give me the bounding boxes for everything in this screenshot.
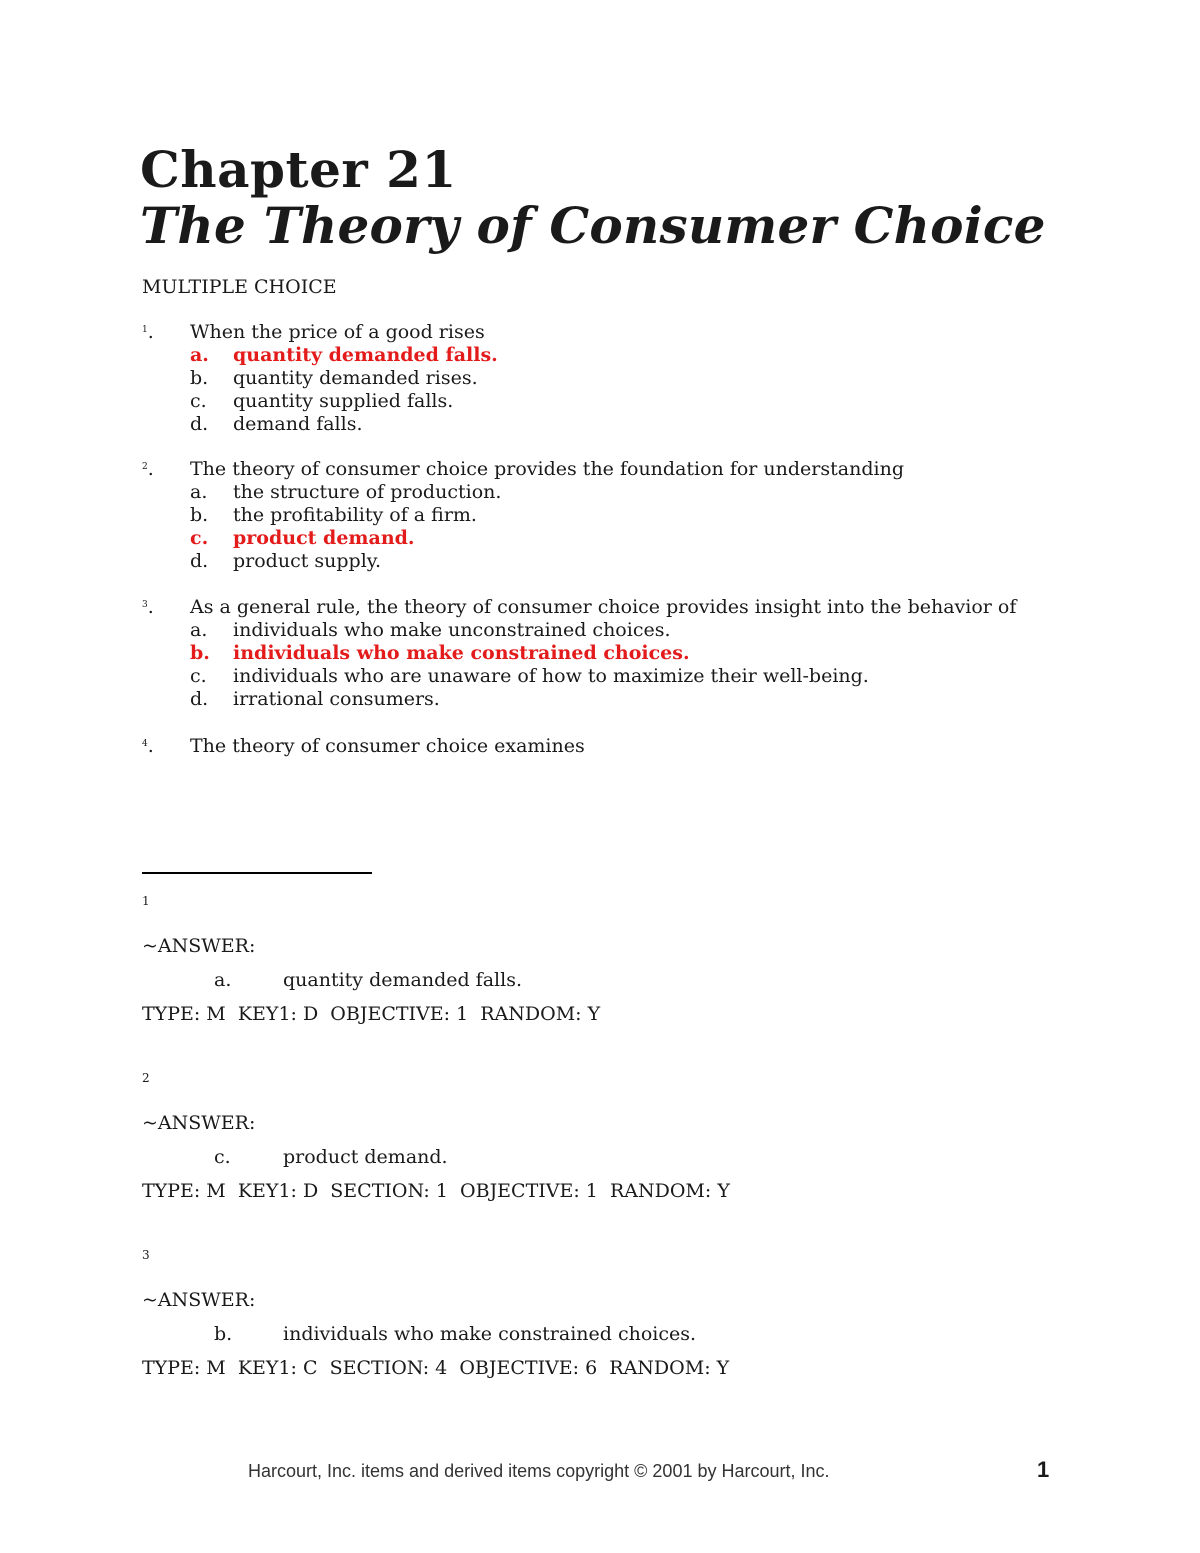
question-number: $^2$. <box>142 458 154 480</box>
option-letter: b. <box>190 504 209 526</box>
option-letter: c. <box>190 390 207 412</box>
footnote-1 <box>142 894 1142 1034</box>
option-text: quantity supplied falls. <box>233 390 454 412</box>
option-text: irrational consumers. <box>233 688 440 710</box>
footnote-ref[interactable]: 2 <box>142 462 148 472</box>
option-letter: a. <box>190 481 208 503</box>
option-text: demand falls. <box>233 413 363 435</box>
option <box>142 619 1142 642</box>
question-number: $^4$. <box>142 735 154 757</box>
question-stem-row <box>142 735 1142 758</box>
answer-label: ~ANSWER: <box>142 1112 256 1134</box>
option-letter: d. <box>190 413 209 435</box>
section-heading: MULTIPLE CHOICE <box>142 276 337 298</box>
question-stem-row <box>142 321 1142 344</box>
question-stem: When the price of a good rises <box>190 321 485 343</box>
answer-letter: c. <box>214 1146 231 1168</box>
chapter-number: Chapter 21 <box>140 140 457 199</box>
option-text: quantity demanded rises. <box>233 367 478 389</box>
option-text: quantity demanded falls. <box>233 344 498 366</box>
question-3 <box>142 596 1142 711</box>
footnote-ref[interactable]: 4 <box>142 739 148 749</box>
answer-metadata: TYPE: M KEY1: D SECTION: 1 OBJECTIVE: 1 RANDOM: Y <box>142 1180 730 1202</box>
option-correct <box>142 527 1142 550</box>
option <box>142 390 1142 413</box>
footer-copyright: Harcourt, Inc. items and derived items copyright © 2001 by Harcourt, Inc. <box>248 1461 830 1481</box>
question-2 <box>142 458 1142 573</box>
option <box>142 413 1142 436</box>
option-text: the structure of production. <box>233 481 502 503</box>
question-stem: The theory of consumer choice provides the foundation for understanding <box>190 458 904 480</box>
option-correct <box>142 642 1142 665</box>
option-text: the profitability of a firm. <box>233 504 477 526</box>
option-correct <box>142 344 1142 367</box>
answer-text: individuals who make constrained choices. <box>283 1323 697 1345</box>
option-text: individuals who make unconstrained choices. <box>233 619 671 641</box>
option <box>142 504 1142 527</box>
question-number: $^3$. <box>142 596 154 618</box>
option-letter: c. <box>190 665 207 687</box>
option-letter: d. <box>190 688 209 710</box>
option <box>142 367 1142 390</box>
answer-text: quantity demanded falls. <box>283 969 522 991</box>
answer-letter: a. <box>214 969 232 991</box>
option-letter: b. <box>190 642 210 664</box>
question-stem: As a general rule, the theory of consumer choice provides insight into the behavior of <box>190 596 1017 618</box>
question-stem: The theory of consumer choice examines <box>190 735 585 757</box>
question-stem-row <box>142 596 1142 619</box>
page-number: 1 <box>1037 1457 1050 1482</box>
option <box>142 481 1142 504</box>
footnote-ref[interactable]: 1 <box>142 325 148 335</box>
footnote-2 <box>142 1071 1142 1211</box>
question-stem-row <box>142 458 1142 481</box>
footnote-3 <box>142 1248 1142 1388</box>
answer-metadata: TYPE: M KEY1: D OBJECTIVE: 1 RANDOM: Y <box>142 1003 601 1025</box>
answer-label: ~ANSWER: <box>142 1289 256 1311</box>
footnote-separator <box>142 872 372 874</box>
option <box>142 688 1142 711</box>
question-4 <box>142 735 1142 758</box>
chapter-title: The Theory of Consumer Choice <box>140 196 1046 255</box>
option-text: individuals who are unaware of how to maximize their well-being. <box>233 665 869 687</box>
option-letter: a. <box>190 344 209 366</box>
footnote-mark: 1 <box>142 894 150 908</box>
option <box>142 550 1142 573</box>
question-1 <box>142 321 1142 436</box>
answer-metadata: TYPE: M KEY1: C SECTION: 4 OBJECTIVE: 6 RANDOM: Y <box>142 1357 730 1379</box>
footnote-mark: 3 <box>142 1248 150 1262</box>
answer-text: product demand. <box>283 1146 448 1168</box>
option-text: individuals who make constrained choices. <box>233 642 690 664</box>
option-letter: c. <box>190 527 209 549</box>
option-letter: b. <box>190 367 209 389</box>
option-letter: a. <box>190 619 208 641</box>
question-number: $^1$. <box>142 321 154 343</box>
option-text: product demand. <box>233 527 415 549</box>
option-text: product supply. <box>233 550 382 572</box>
answer-letter: b. <box>214 1323 233 1345</box>
answer-label: ~ANSWER: <box>142 935 256 957</box>
footnote-ref[interactable]: 3 <box>142 600 148 610</box>
option <box>142 665 1142 688</box>
footnote-mark: 2 <box>142 1071 150 1085</box>
option-letter: d. <box>190 550 209 572</box>
